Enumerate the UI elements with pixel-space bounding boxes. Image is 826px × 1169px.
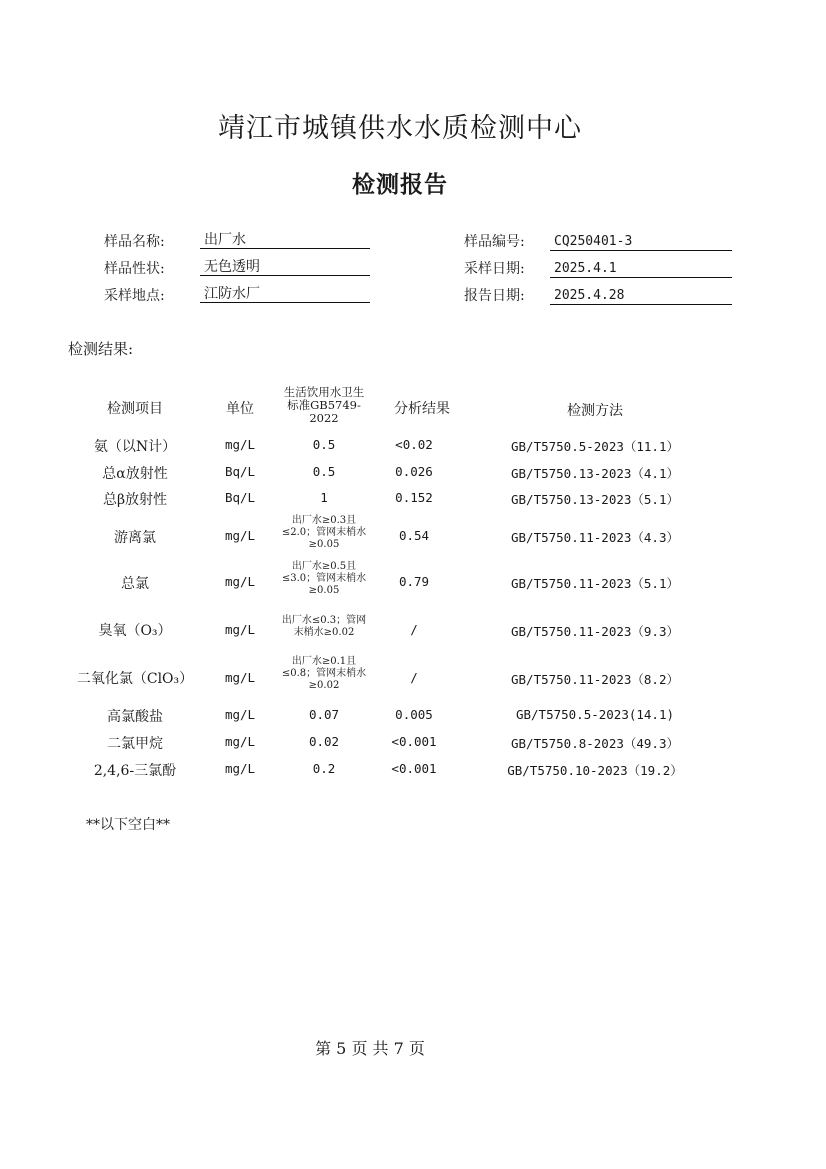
row-result: <0.001 xyxy=(391,734,437,749)
row-item: 总α放射性 xyxy=(102,466,168,482)
row-item: 总β放射性 xyxy=(102,492,168,508)
row-method: GB/T5750.11-2023（4.3） xyxy=(511,530,679,545)
row-standard: 0.2 xyxy=(312,761,336,776)
sampling-date-value: 2025.4.1 xyxy=(550,260,732,278)
row-method: GB/T5750.11-2023（8.2） xyxy=(511,672,679,687)
row-result: <0.02 xyxy=(395,437,433,452)
row-method: GB/T5750.11-2023（9.3） xyxy=(511,624,679,639)
sample-no-value: CQ250401-3 xyxy=(550,233,732,251)
org-name: 靖江市城镇供水水质检测中心 xyxy=(218,113,582,144)
row-item: 二氯甲烷 xyxy=(107,736,163,752)
row-method: GB/T5750.13-2023（4.1） xyxy=(511,466,679,481)
page-suffix: 页 xyxy=(408,1039,425,1058)
header-standard: 生活饮用水卫生标准GB5749-2022 xyxy=(283,385,365,425)
row-method: GB/T5750.10-2023（19.2） xyxy=(507,763,683,778)
report-date-value: 2025.4.28 xyxy=(550,287,732,305)
row-standard: 1 xyxy=(320,490,328,505)
row-unit: mg/L xyxy=(224,761,256,776)
row-method: GB/T5750.8-2023（49.3） xyxy=(511,736,679,751)
row-standard: 出厂水≥0.5且≤3.0；管网末梢水≥0.05 xyxy=(281,561,367,596)
sampling-date-label: 采样日期: xyxy=(464,261,525,277)
row-standard: 0.5 xyxy=(312,464,336,479)
row-result: 0.026 xyxy=(395,464,433,479)
row-method: GB/T5750.13-2023（5.1） xyxy=(511,492,679,507)
blank-note: **以下空白** xyxy=(86,817,170,833)
sampling-site-label: 采样地点: xyxy=(104,288,165,304)
row-unit: mg/L xyxy=(224,528,256,543)
row-unit: mg/L xyxy=(224,437,256,452)
row-unit: mg/L xyxy=(224,670,256,685)
row-item: 臭氧（O₃） xyxy=(98,623,172,639)
row-standard: 出厂水≤0.3；管网末梢水≥0.02 xyxy=(281,615,367,638)
row-method: GB/T5750.5-2023（11.1） xyxy=(511,439,679,454)
row-result: / xyxy=(410,622,418,637)
row-standard: 出厂水≥0.1且≤0.8；管网末梢水≥0.02 xyxy=(281,656,367,691)
row-unit: Bq/L xyxy=(224,464,256,479)
report-title: 检测报告 xyxy=(352,171,448,198)
header-method: 检测方法 xyxy=(567,403,623,419)
row-unit: mg/L xyxy=(224,574,256,589)
row-method: GB/T5750.11-2023（5.1） xyxy=(511,576,679,591)
row-standard: 0.02 xyxy=(308,734,340,749)
sample-state-value: 无色透明 xyxy=(200,258,370,276)
row-result: 0.152 xyxy=(395,490,433,505)
page-prefix: 第 xyxy=(315,1039,332,1058)
row-unit: mg/L xyxy=(224,622,256,637)
results-heading: 检测结果: xyxy=(68,340,134,358)
header-unit: 单位 xyxy=(226,401,254,417)
page-mid: 页 共 xyxy=(351,1039,389,1058)
header-result: 分析结果 xyxy=(394,401,450,417)
sample-no-label: 样品编号: xyxy=(464,234,525,250)
row-method: GB/T5750.5-2023(14.1) xyxy=(515,707,675,722)
header-item: 检测项目 xyxy=(107,401,163,417)
page-footer xyxy=(0,1036,740,1059)
row-result: 0.54 xyxy=(398,528,430,543)
page-current: 5 xyxy=(336,1039,347,1058)
row-standard: 出厂水≥0.3且≤2.0；管网末梢水≥0.05 xyxy=(281,515,367,550)
row-item: 二氧化氯（ClO₃） xyxy=(76,671,194,687)
row-result: <0.001 xyxy=(391,761,437,776)
row-unit: mg/L xyxy=(224,707,256,722)
row-item: 氨（以N计） xyxy=(93,439,177,455)
row-item: 总氯 xyxy=(121,576,149,592)
row-standard: 0.5 xyxy=(312,437,336,452)
row-item: 游离氯 xyxy=(114,530,156,546)
sampling-site-value: 江防水厂 xyxy=(200,285,370,303)
row-standard: 0.07 xyxy=(308,707,340,722)
row-result: 0.005 xyxy=(395,707,433,722)
row-item: 2,4,6-三氯酚 xyxy=(93,763,177,779)
row-result: 0.79 xyxy=(398,574,430,589)
report-date-label: 报告日期: xyxy=(464,288,525,304)
row-result: / xyxy=(410,670,418,685)
sample-name-label: 样品名称: xyxy=(104,234,165,250)
page-total: 7 xyxy=(393,1039,404,1058)
sample-name-value: 出厂水 xyxy=(200,231,370,249)
row-unit: mg/L xyxy=(224,734,256,749)
row-item: 高氯酸盐 xyxy=(107,709,163,725)
sample-state-label: 样品性状: xyxy=(104,261,165,277)
row-unit: Bq/L xyxy=(224,490,256,505)
